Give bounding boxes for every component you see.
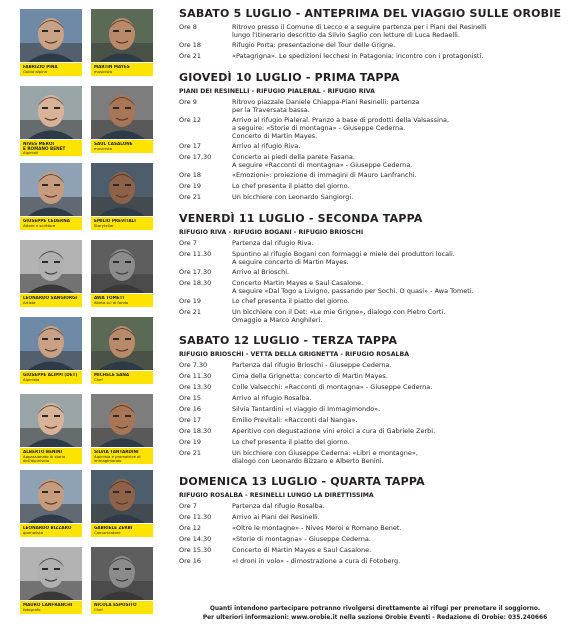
schedule-item (179, 171, 571, 182)
schedule-time: Ore 18.30 (179, 279, 212, 287)
schedule-description (232, 438, 571, 446)
speaker-role: Alpinisti (23, 151, 39, 155)
speaker-role: Atleta sci di fondo (94, 301, 129, 305)
speaker-role: musicista (94, 70, 113, 74)
speaker-name: SILVIA TANTARDINI (94, 450, 139, 454)
speaker-card (91, 394, 153, 464)
speaker-photo (91, 9, 153, 62)
stage-route: RIFUGIO ROSALBA - RESINELLI LUNGO LA DIRETTISSIMA (179, 492, 374, 499)
schedule-item (179, 41, 571, 52)
speaker-role: giornalista (23, 531, 43, 535)
schedule-description (232, 383, 571, 391)
schedule-item (179, 182, 571, 193)
schedule-description (232, 297, 571, 305)
footer-contact-info: Per ulteriori informazioni: www.orobie.it nella sezione Orobie Eventi - Redazione di Orobie: 035.240666 (202, 615, 548, 621)
schedule-time: Ore 18 (179, 171, 201, 179)
description-line: «Emozioni»: proiezione di immagini di Mauro Lanfranchi. (232, 171, 417, 179)
description-line: Cima della Grignetta: concerto di Martin Mayes. (232, 372, 388, 380)
speaker-name: FABRIZIO PINA (23, 65, 58, 69)
speaker-name: MARTIN MAYES (94, 65, 130, 69)
schedule-description (232, 41, 571, 49)
day-section (179, 209, 571, 331)
program-schedule (179, 4, 571, 573)
description-line: Arrivo al rifugio Riva. (232, 142, 301, 150)
speaker-card (20, 394, 82, 464)
schedule-item (179, 153, 571, 171)
schedule-time: Ore 15 (179, 394, 201, 402)
speaker-photo (91, 394, 153, 447)
description-line: «Patagrigna». Le spedizioni lecchesi in Patagonia; incontro con i protagonisti. (232, 52, 484, 60)
description-line: Lo chef presenta il piatto del giorno. (232, 438, 350, 446)
speaker-photo (20, 163, 82, 216)
speaker-name: MAURO LANFRANCHI (23, 603, 73, 607)
schedule-description (232, 502, 571, 510)
schedule-time: Ore 9 (179, 98, 197, 106)
schedule-time: Ore 17.30 (179, 268, 212, 276)
schedule-time: Ore 16 (179, 405, 201, 413)
schedule-time: Ore 18.30 (179, 427, 212, 435)
schedule-time: Ore 13.30 (179, 383, 212, 391)
schedule-time: Ore 11.30 (179, 250, 212, 258)
schedule-item (179, 405, 571, 416)
speaker-role: Guida alpina (23, 70, 47, 74)
schedule-description (232, 535, 571, 543)
speaker-caption (20, 140, 82, 156)
schedule-time: Ore 21 (179, 52, 201, 60)
description-line: A seguire «Dal Togo a Livigno, passando per Sochi. O quasi» - Awa Tometi. (232, 287, 474, 295)
speaker-role: Storyteller (94, 224, 114, 228)
schedule-description (232, 372, 571, 380)
schedule-description (232, 513, 571, 521)
schedule-time: Ore 15.30 (179, 546, 212, 554)
description-line: Un bicchiere con Giuseppe Cederna: «Libri e montagne», (232, 449, 418, 457)
speaker-role: Chef (94, 378, 103, 382)
schedule-description (232, 116, 571, 140)
description-line: Lo chef presenta il piatto del giorno. (232, 182, 350, 190)
schedule-time: Ore 11.30 (179, 513, 212, 521)
speaker-name: LEONARDO BIZZARO (23, 526, 72, 530)
stage-route: RIFUGIO BRIOSCHI - VETTA DELLA GRIGNETTA - RIFUGIO ROSALBA (179, 351, 409, 358)
description-line: Silvia Tantardini «I viaggio di Immagimondo». (232, 405, 381, 413)
speaker-photo (20, 9, 82, 62)
speaker-name: ALBERTO BENINI (23, 450, 63, 454)
schedule-item (179, 239, 571, 250)
description-line: «I droni in volo» - dimostrazione a cura di Fotoberg. (232, 557, 401, 565)
description-line: Lo chef presenta il piatto del giorno. (232, 297, 350, 305)
schedule-description (232, 361, 571, 369)
schedule-item (179, 535, 571, 546)
description-line: Concerto ai piedi della parete Fasana. (232, 153, 355, 161)
speaker-photo (20, 317, 82, 370)
schedule-description (232, 23, 571, 39)
schedule-item (179, 427, 571, 438)
schedule-item (179, 52, 571, 63)
description-line: Partenza dal rifugio Riva. (232, 239, 314, 247)
speaker-card (91, 547, 153, 614)
speaker-card (20, 86, 82, 156)
description-line: Partenza dal rifugio Brioschi - Giuseppe Cederna. (232, 361, 392, 369)
description-line: Arrivo al rifugio Pialeral. Pranzo a base di prodotti della Valsassina, (232, 116, 450, 124)
schedule-time: Ore 17,30 (179, 153, 212, 161)
schedule-item (179, 416, 571, 427)
speaker-name: AWA TOMETI (94, 296, 125, 300)
description-line: Un bicchiere con Leonardo Sangiorgi. (232, 193, 354, 201)
schedule-description (232, 279, 571, 295)
description-line: Concerto Martin Mayes e Saul Casalone. (232, 279, 364, 287)
description-line: Aperitivo con degustazione vini eroici a cura di Gabriele Zerbi. (232, 427, 436, 435)
schedule-item (179, 513, 571, 524)
day-section (179, 331, 571, 472)
speaker-card (20, 240, 82, 307)
schedule-time: Ore 12 (179, 116, 201, 124)
day-section (179, 68, 571, 209)
schedule-item (179, 394, 571, 405)
description-line: Arrivo ai Piani dei Resinelli. (232, 513, 320, 521)
speaker-card (91, 240, 153, 307)
stage-route: RIFUGIO RIVA - RIFUGIO BOGANI - RIFUGIO BRIOSCHI (179, 229, 364, 236)
schedule-item (179, 116, 571, 142)
schedule-time: Ore 17 (179, 142, 201, 150)
schedule-item (179, 383, 571, 394)
description-line: «Storie di montagna» - Giuseppe Cederna. (232, 535, 371, 543)
description-line: Concerto di Martin Mayes. (232, 132, 318, 140)
speaker-caption (20, 217, 82, 230)
day-section (179, 472, 571, 573)
speaker-photo (20, 547, 82, 600)
schedule-time: Ore 21 (179, 449, 201, 457)
speaker-role: musicista (94, 147, 113, 151)
schedule-item (179, 193, 571, 204)
description-line: Concerto di Martin Mayes e Saul Casalone. (232, 546, 372, 554)
speaker-role: Comunicatore (94, 531, 121, 535)
schedule-time: Ore 12 (179, 524, 201, 532)
schedule-description (232, 449, 571, 465)
speaker-photo (91, 470, 153, 523)
day-section (179, 4, 571, 68)
speaker-card (20, 547, 82, 614)
speaker-role: Alpinista e promotrice di immagimondo (94, 455, 141, 463)
description-line: A seguire concerto di Martin Mayes. (232, 258, 349, 266)
schedule-time: Ore 14.30 (179, 535, 212, 543)
speaker-caption (20, 524, 82, 537)
speaker-name: GABRIELE ZERBI (94, 526, 133, 530)
schedule-description (232, 524, 571, 532)
schedule-item (179, 502, 571, 513)
schedule-item (179, 23, 571, 41)
schedule-time: Ore 11.30 (179, 372, 212, 380)
speaker-caption (20, 601, 82, 614)
speaker-card (20, 317, 82, 384)
speaker-card (20, 163, 82, 230)
speaker-name: SAUL CASALONE (94, 142, 133, 146)
schedule-item (179, 557, 571, 568)
day-heading: VENERDÌ 11 LUGLIO - SECONDA TAPPA (179, 212, 423, 225)
schedule-description (232, 427, 571, 435)
description-line: Un bicchiere con il Det: «Le mie Grigne», dialogo con Pietro Corti. (232, 308, 446, 316)
stage-route: PIANI DEI RESINELLI - RIFUGIO PIALERAL - RIFUGIO RIVA (179, 88, 375, 95)
speaker-caption (91, 217, 153, 230)
schedule-item (179, 372, 571, 383)
description-line: Ritrovo piazzale Daniele Chiappa-Piani Resinelli: partenza (232, 98, 420, 106)
speaker-caption (91, 371, 153, 384)
schedule-description (232, 416, 571, 424)
schedule-item (179, 361, 571, 372)
schedule-item (179, 297, 571, 308)
schedule-time: Ore 17 (179, 416, 201, 424)
schedule-time: Ore 7 (179, 502, 197, 510)
speaker-name: EMILIO PREVITALI (94, 219, 136, 223)
speaker-caption (91, 294, 153, 307)
speaker-photo (20, 470, 82, 523)
speaker-caption (91, 448, 153, 464)
speaker-photo-grid (0, 0, 160, 633)
description-line: «Oltre le montagne» - Nives Meroi e Romano Benet. (232, 524, 402, 532)
speaker-card (91, 86, 153, 153)
schedule-description (232, 153, 571, 169)
schedule-item (179, 524, 571, 535)
schedule-time: Ore 21 (179, 308, 201, 316)
schedule-description (232, 250, 571, 266)
speaker-card (20, 470, 82, 537)
speaker-caption (91, 601, 153, 614)
speaker-caption (20, 63, 82, 76)
description-line: per la Traversata bassa. (232, 106, 310, 114)
speaker-name: MICHELE SANA (94, 373, 130, 377)
schedule-description (232, 557, 571, 565)
speaker-caption (20, 294, 82, 307)
speaker-role: fotografo (23, 608, 41, 612)
schedule-time: Ore 19 (179, 297, 201, 305)
speaker-card (91, 317, 153, 384)
speaker-name: NIVES MEROI E ROMANO BENET (23, 142, 66, 151)
description-line: Emilio Previtali: «Racconti dal Nanga». (232, 416, 358, 424)
speaker-name: NICOLA ESPOSITO (94, 603, 137, 607)
speaker-role: Chef (94, 608, 103, 612)
schedule-item (179, 308, 571, 326)
info-footer (179, 605, 571, 623)
description-line: Spuntino al rifugio Bogani con formaggi e miele dei produttori locali. (232, 250, 455, 258)
speaker-role: Attore e scrittore (23, 224, 56, 228)
schedule-time: Ore 8 (179, 23, 197, 31)
schedule-item (179, 449, 571, 467)
schedule-description (232, 405, 571, 413)
speaker-photo (20, 86, 82, 139)
speaker-photo (91, 240, 153, 293)
speaker-card (91, 9, 153, 76)
speaker-caption (91, 140, 153, 153)
speaker-card (91, 163, 153, 230)
day-heading: GIOVEDÌ 10 LUGLIO - PRIMA TAPPA (179, 71, 400, 84)
speaker-caption (91, 63, 153, 76)
schedule-description (232, 142, 571, 150)
speaker-caption (91, 524, 153, 537)
speaker-role: Alpinista (23, 378, 40, 382)
speaker-name: LEONARDO SANGIORGI (23, 296, 78, 300)
schedule-time: Ore 16 (179, 557, 201, 565)
speaker-caption (20, 371, 82, 384)
schedule-description (232, 193, 571, 201)
schedule-description (232, 171, 571, 179)
schedule-item (179, 250, 571, 268)
schedule-item (179, 546, 571, 557)
description-line: Arrivo al Brioschi. (232, 268, 290, 276)
day-heading: DOMENICA 13 LUGLIO - QUARTA TAPPA (179, 475, 425, 488)
description-line: A seguire «Racconti di montagna» - Giuseppe Cederna. (232, 161, 413, 169)
description-line: dialogo con Leonardo Bizzaro e Alberto Benini. (232, 457, 384, 465)
schedule-time: Ore 19 (179, 438, 201, 446)
description-line: Colle Valsecchi: «Racconti di montagna» - Giuseppe Cederna. (232, 383, 433, 391)
speaker-photo (91, 317, 153, 370)
speaker-role: Artista (23, 301, 36, 305)
schedule-time: Ore 18 (179, 41, 201, 49)
speaker-name: GIUSEPPE CEDERNA (23, 219, 70, 223)
speaker-photo (91, 163, 153, 216)
speaker-photo (20, 394, 82, 447)
schedule-item (179, 279, 571, 297)
speaker-card (20, 9, 82, 76)
description-line: Rifugio Porta: presentazione del Tour delle Grigne. (232, 41, 396, 49)
schedule-time: Ore 7 (179, 239, 197, 247)
description-line: a seguire: «Storie di montagna» - Giuseppe Cederna. (232, 124, 406, 132)
schedule-description (232, 546, 571, 554)
schedule-description (232, 268, 571, 276)
schedule-item (179, 142, 571, 153)
description-line: Arrivo al rifugio Rosalba. (232, 394, 312, 402)
day-heading: SABATO 12 LUGLIO - TERZA TAPPA (179, 334, 398, 347)
speaker-photo (20, 240, 82, 293)
schedule-description (232, 98, 571, 114)
schedule-description (232, 239, 571, 247)
description-line: Partenza dal rifugio Rosalba. (232, 502, 325, 510)
speaker-name: GIUSEPPE ALIPPI (DET) (23, 373, 78, 377)
schedule-time: Ore 7.30 (179, 361, 208, 369)
schedule-item (179, 268, 571, 279)
description-line: Omaggio a Marco Anghileri. (232, 316, 323, 324)
speaker-card (91, 470, 153, 537)
schedule-description (232, 52, 571, 60)
schedule-description (232, 182, 571, 190)
schedule-item (179, 98, 571, 116)
schedule-item (179, 438, 571, 449)
description-line: lungo l'itinerario descritto da Silvio Saglio con letture di Luca Redaelli. (232, 31, 460, 39)
schedule-description (232, 394, 571, 402)
schedule-time: Ore 21 (179, 193, 201, 201)
speaker-role: Appassionato di storia dell'alpinismo (23, 455, 66, 463)
day-heading: SABATO 5 LUGLIO - ANTEPRIMA DEL VIAGGIO SULLE OROBIE (179, 7, 562, 20)
footer-booking-note: Quanti intendono partecipare potranno rivolgersi direttamente ai rifugi per prenotare il soggiorno. (209, 606, 541, 612)
description-line: Ritrovo presso il Comune di Lecco e a seguire partenza per i Piani dei Resinelli (232, 23, 487, 31)
speaker-caption (20, 448, 82, 464)
schedule-time: Ore 19 (179, 182, 201, 190)
speaker-photo (91, 547, 153, 600)
schedule-description (232, 308, 571, 324)
speaker-photo (91, 86, 153, 139)
